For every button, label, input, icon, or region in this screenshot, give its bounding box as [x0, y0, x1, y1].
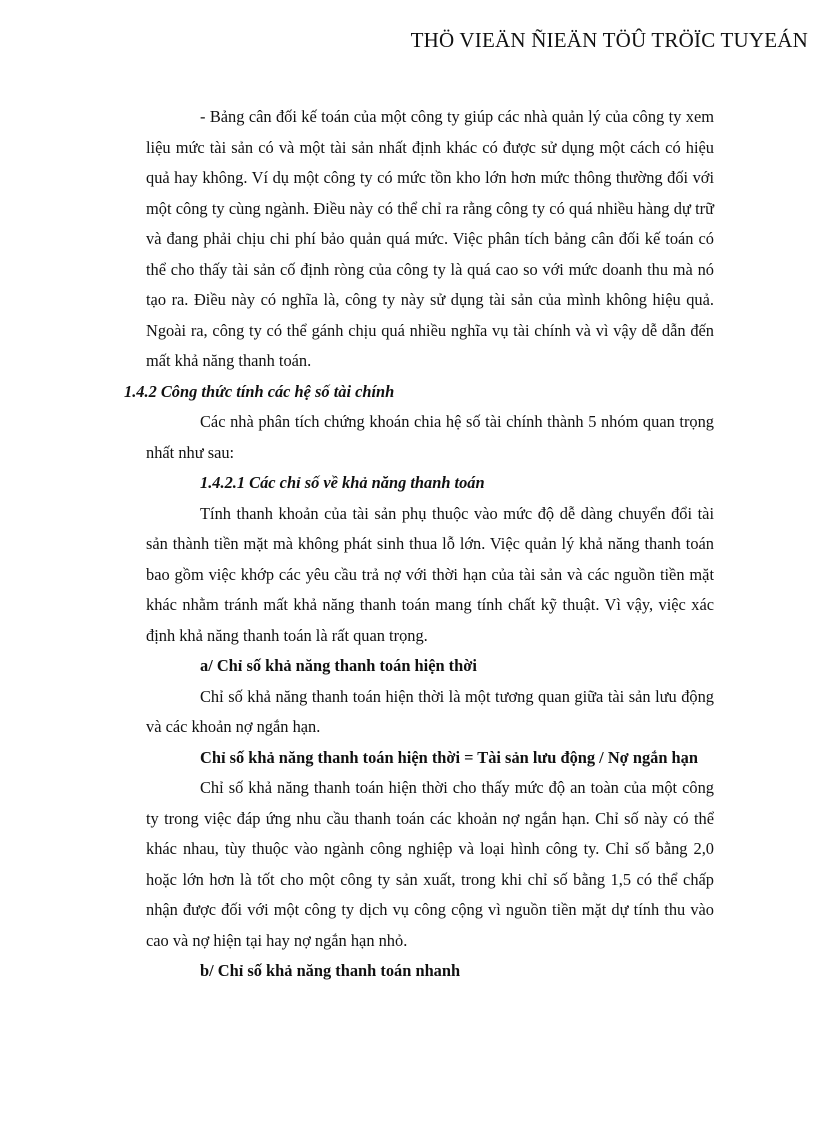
paragraph-balance-sheet: - Bảng cân đối kế toán của một công ty giúp các nhà quản lý của công ty xem liệu mức tài sản có và một tài sản nhất định khác có được sử dụng một cách có hiệu quả hay không. Ví dụ một công ty có mức tồn kho lớn hơn mức thông thường đối với một công ty cùng ngành. Điều này có thể chỉ ra rằng công ty có quá nhiều hàng dự trữ và đang phải chịu chi phí bảo quản quá mức. Việc phân tích bảng cân đối kế toán có thể cho thấy tài sản cố định ròng của công ty là quá cao so với mức doanh thu mà nó tạo ra. Điều này có nghĩa là, công ty này sử dụng tài sản của mình không hiệu quả. Ngoài ra, công ty có thể gánh chịu quá nhiều nghĩa vụ tài chính và vì vậy dễ dẫn đến mất khả năng thanh toán.: [146, 107, 714, 370]
current-ratio-formula: Chỉ số khả năng thanh toán hiện thời = Tài sản lưu động / Nợ ngắn hạn: [200, 747, 698, 767]
paragraph-current-ratio-definition: Chỉ số khả năng thanh toán hiện thời là một tương quan giữa tài sản lưu động và các khoản nợ ngắn hạn.: [146, 686, 714, 736]
paragraph-current-ratio-explanation: Chỉ số khả năng thanh toán hiện thời cho thấy mức độ an toàn của một công ty trong việc đáp ứng nhu cầu thanh toán các khoản nợ ngắn hạn. Chỉ số này có thể khác nhau, tùy thuộc vào ngành công nghiệp và loại hình công ty. Chỉ số bằng 2,0 hoặc lớn hơn là tốt cho một công ty sản xuất, trong khi chỉ số bằng 1,5 có thể chấp nhận được đối với một công ty dịch vụ công cộng vì nguồn tiền mặt dự tính thu vào cao và nợ hiện tại hay nợ ngắn hạn nhỏ.: [146, 778, 714, 950]
heading-current-ratio: a/ Chỉ số khả năng thanh toán hiện thời: [200, 656, 477, 675]
heading-quick-ratio: b/ Chỉ số khả năng thanh toán nhanh: [200, 961, 461, 980]
paragraph-ratio-groups: Các nhà phân tích chứng khoán chia hệ số tài chính thành 5 nhóm quan trọng nhất như sau:: [146, 412, 714, 462]
subsection-heading-1-4-2-1: 1.4.2.1 Các chỉ số về khả năng thanh toán: [200, 473, 485, 492]
section-heading-1-4-2: 1.4.2 Công thức tính các hệ số tài chính: [124, 381, 395, 401]
page-header: THÖ VIEÄN ÑIEÄN TÖÛ TRÖÏC TUYEÁN: [410, 28, 808, 52]
document-body: [124, 102, 714, 987]
paragraph-liquidity: Tính thanh khoản của tài sản phụ thuộc vào mức độ dễ dàng chuyển đổi tài sản thành tiền mặt mà không phát sinh thua lỗ lớn. Việc quản lý khả năng thanh toán bao gồm việc khớp các yêu cầu trả nợ với thời hạn của tài sản và các nguồn tiền mặt khác nhằm tránh mất khả năng thanh toán mang tính chất kỹ thuật. Vì vậy, việc xác định khả năng thanh toán là rất quan trọng.: [146, 503, 714, 645]
